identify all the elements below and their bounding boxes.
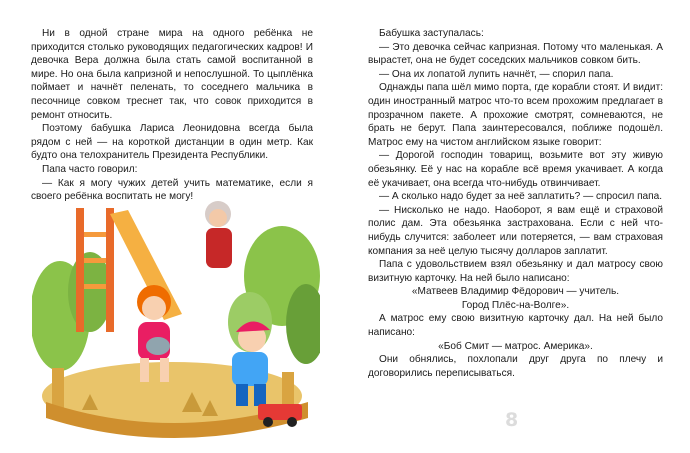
business-card-line: «Боб Смит — матрос. Америка». [438,340,593,352]
paragraph: — Она их лопатой лупить начнёт, — спорил папа. [379,68,614,80]
paragraph: — Дорогой господин товарищ, возьмите вот эту живую обезьянку. Её у нас на корабле всё время укачивает. А когда её укачивает, она всегда что-нибудь отвинчивает. [368,150,663,189]
sandbox-illustration [32,196,320,440]
grandmother-figure [205,201,232,268]
page-number: 8 [505,409,519,431]
paragraph: — Это девочка сейчас капризная. Потому что маленькая. А вырастет, она не будет соседских мальчиков совком бить. [368,41,663,67]
paragraph: Папа с удовольствием взял обезьянку и дал матросу свою визитную карточку. На ней было написано: [368,259,663,284]
business-card-line: Город Плёс-на-Волге». [461,299,570,311]
paragraph: — А сколько надо будет за неё заплатить? — спросил папа. [379,191,663,203]
bushes [32,226,320,371]
paragraph: А матрос ему свою визитную карточку дал. На ней было написано: [368,313,663,339]
paragraph: — Как я могу чужих детей учить математике, если я своего ребёнка воспитать не могу! [31,177,313,203]
paragraph: — Нисколько не надо. Наоборот, я вам ещё и страховой полис дам. Эта обезьянка застрахована. Если с ней что-нибудь случится: заболеет или потеряется, — вам страховая компания за неё целую тысячу долларов заплатит. [368,204,663,257]
left-text-column [31,27,313,204]
paragraph: Папа часто говорил: [42,163,138,175]
paragraph: Однажды папа шёл мимо порта, где корабли стоят. И видит: один иностранный матрос что-то всем прохожим предлагает в прозрачном пакете. А прохожие смотрят, сомневаются, не брать не берут. Папа заинтересовался, поближе подошёл. Матрос ему на чистом английском языке говорит: [368,82,663,148]
paragraph: Поэтому бабушка Лариса Леонидовна всегда была рядом с ней — на короткой дистанции в один метр. Как будто она телохранитель Президента Республики. [31,123,313,162]
paragraph: Они обнялись, похлопали друг друга по плечу и договорились переписываться. [368,354,663,379]
business-card-line: «Матвеев Владимир Фёдорович — учитель. [411,286,620,298]
paragraph: Бабушка заступалась: [379,28,484,39]
paragraph: Ни в одной стране мира на одного ребёнка не приходится столько руководящих педагогических кадров! И девочка Вера должна была стать самой воспитанной в мире. Но она была капризной и непослушной. То цыплёнка поймает и начнёт пеленать, то соседнего мальчика в песочнице совком треснет так, что совок приходится в ремонт относить. [31,28,313,121]
right-text-column [368,27,663,380]
